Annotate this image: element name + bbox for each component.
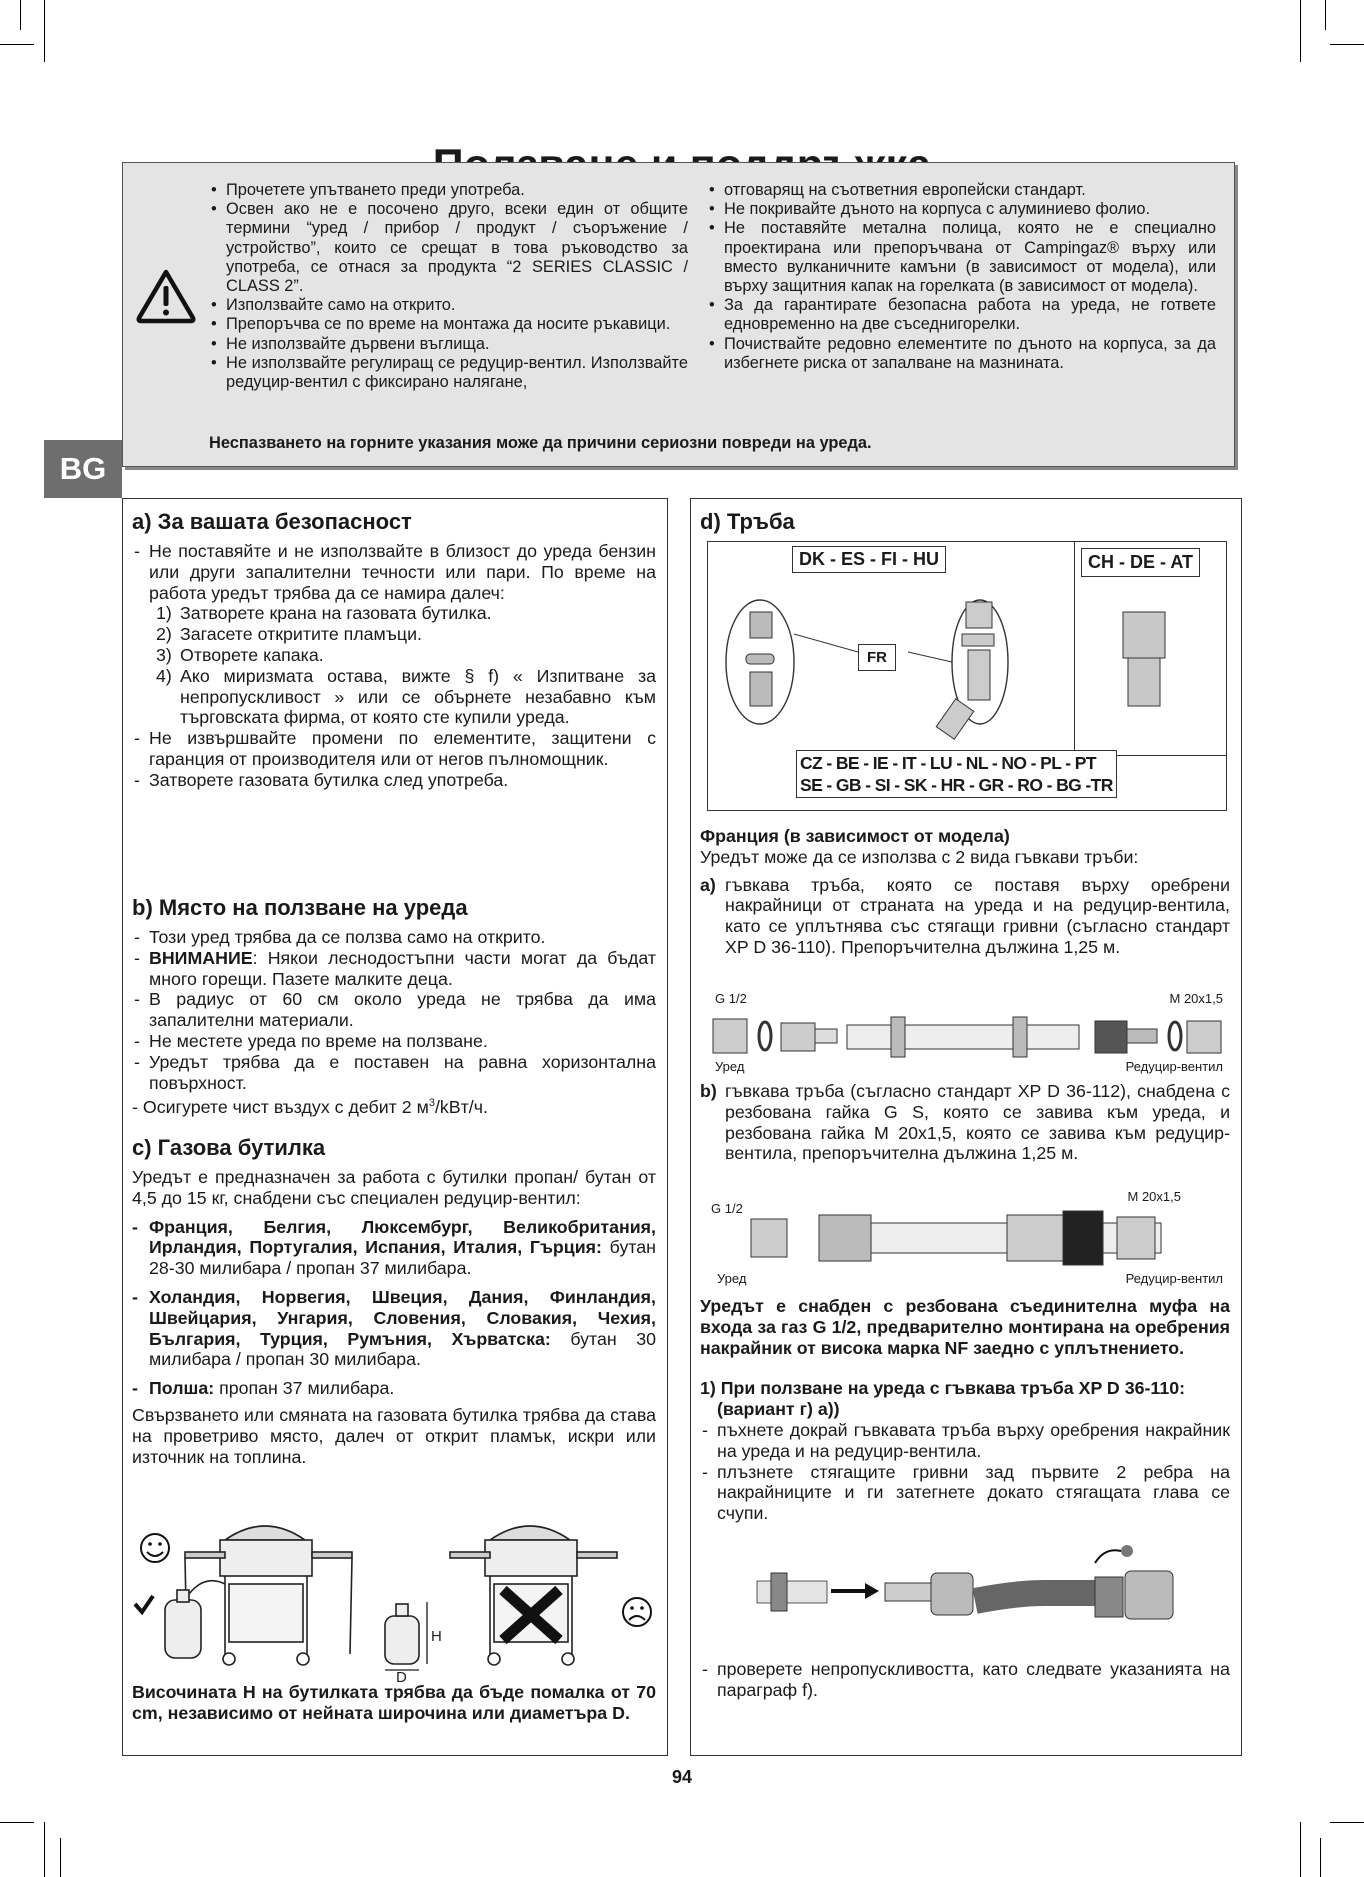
gas-pressure: бутан 28-30 милибара / пропан 37 милибара. — [149, 1237, 656, 1279]
country-list: Полша: — [149, 1378, 215, 1399]
dash-marker: - — [132, 1378, 138, 1399]
crop-mark — [44, 1822, 45, 1877]
smiley-icon — [141, 1534, 169, 1562]
warning-footer: Неспазването на горните указания може да причини сериозни повреди на уреда. — [209, 434, 872, 452]
crop-mark — [1330, 44, 1364, 45]
g12-label: G 1/2 — [715, 991, 747, 1006]
hose-connector-sketch — [708, 542, 1228, 752]
option-b-letter: b) — [700, 1081, 717, 1101]
page-number: 94 — [671, 1767, 693, 1787]
height-label: H — [431, 1628, 442, 1645]
warning-column-1 — [208, 181, 688, 392]
label-fr: FR — [858, 644, 896, 671]
gas-bottle-dimension — [385, 1602, 427, 1670]
height-note-text: Височината H на бутилката трябва да бъде помалка от 70 cm, независимо от нейната широчина или диаметъра D. — [132, 1682, 656, 1723]
language-tab: BG — [44, 440, 122, 498]
list-item: - Този уред трябва да се ползва само на открито. — [132, 927, 656, 948]
right-panel — [690, 498, 1242, 1756]
step-text: Отворете капака. — [180, 644, 324, 665]
coupling-note: Уредът е снабден с резбована съединителна муфа на входа за газ G 1/2, предварително монтирана на оребрения накрайник от висока марка NF заедно с уплътнението. — [700, 1296, 1230, 1358]
list-item: - Не извършвайте промени по елементите, защитени с гаранция от производителя или от негов пълномощник. — [132, 728, 656, 770]
country-group — [132, 1217, 656, 1279]
crop-mark — [1320, 1838, 1321, 1877]
country-list: Холандия, Норвегия, Швеция, Дания, Финландия, Швейцария, Унгария, Словения, Словакия, Чехия, България, Турция, Румъния, Хърватска: — [149, 1286, 656, 1349]
numbered-step — [132, 645, 656, 666]
reducer-label: Редуцир-вентил — [1125, 1059, 1223, 1074]
country-list: Франция, Белгия, Люксембург, Великобритания, Ирландия, Португалия, Испания, Италия, Гърция: — [149, 1216, 656, 1258]
diameter-label: D — [396, 1669, 407, 1686]
step-text: Затворете крана на газовата бутилка. — [180, 603, 492, 624]
crop-mark — [1325, 0, 1326, 30]
crop-mark — [60, 1838, 61, 1877]
list-item — [132, 948, 656, 990]
sad-face-icon — [623, 1598, 651, 1626]
numbered-step — [132, 624, 656, 645]
checkmark-icon — [135, 1596, 153, 1612]
g12-label: G 1/2 — [711, 1201, 743, 1216]
warning-item: • За да гарантирате безопасна работа на уреда, не гответе едновременно на две съседнигорелки. — [706, 296, 1216, 334]
numbered-step — [132, 666, 656, 728]
hose-clamp-illustration — [745, 1541, 1185, 1645]
option-b — [700, 1081, 1230, 1164]
crop-mark — [0, 44, 34, 45]
label-cz-group — [796, 750, 1117, 798]
warning-item: • Не използвайте дървени въглища. — [208, 335, 688, 354]
crop-mark — [20, 0, 21, 30]
warning-item: • Не поставяйте метална полица, която не е специално проектирана или препоръчвана от Campingaz® върху или вместо вулканичните камъни (в зависимост от модела), или върху защитния капак на горелката (в зависимост от модела). — [706, 219, 1216, 296]
label-cz-line-1: CZ - BE - IE - IT - LU - NL - NO - PL - PT — [800, 753, 1096, 773]
list-item-text: : Някои леснодостъпни части могат да бъдат много горещи. Пазете малките деца. — [149, 947, 656, 989]
gas-pressure: пропан 37 милибара. — [214, 1378, 395, 1399]
option-a-letter: a) — [700, 874, 716, 895]
list-item-text: - Осигурете чист въздух с дебит 2 м — [132, 1097, 429, 1118]
dash-marker: - — [132, 1286, 138, 1307]
m20-label: M 20x1,5 — [1169, 991, 1223, 1006]
step-text: Ако миризмата остава, вижте § f) « Изпитване за непропускливост » или се обърнете незабавно към търговската фирма, от която сте купили уреда. — [180, 665, 656, 728]
warning-item: • Не използвайте регулиращ се редуцир-вентил. Използвайте редуцир-вентил с фиксирано налягане, — [208, 354, 688, 392]
coupling-section — [700, 1296, 1230, 1524]
warning-item: • отговарящ на съответния европейски стандарт. — [706, 181, 1216, 200]
france-heading: Франция (в зависимост от модела) — [700, 826, 1010, 846]
option-b-text: гъвкава тръба (съгласно стандарт XP D 36-112), снабдена с резбована гайка G S, която се завива към уреда, и резбована гайка M 20x1,5, която се завива към редуцир-вентила, препоръчителна дължина 1,25 м. — [725, 1081, 1230, 1164]
list-item: - плъзнете стягащите гривни зад първите 2 ребра на накрайниците и ги затегнете докато стягащата глава се счупи. — [700, 1462, 1230, 1524]
crop-mark — [1300, 1822, 1301, 1877]
m20-label: M 20x1,5 — [1127, 1189, 1181, 1204]
warning-column-2 — [706, 181, 1216, 373]
section-c-heading: c) Газова бутилка — [132, 1135, 326, 1160]
warning-item: • Почиствайте редовно елементите по дъното на корпуса, за да избегнете риска от запалване на мазнината. — [706, 335, 1216, 373]
left-panel — [122, 498, 668, 1756]
gas-bottle-placement-illustration — [125, 1504, 665, 1686]
step-text: Загасете откритите пламъци. — [180, 624, 422, 645]
list-item: - Не местете уреда по време на ползване. — [132, 1031, 656, 1052]
warning-item: • Не покривайте дъното на корпуса с алуминиево фолио. — [706, 200, 1216, 219]
list-item: - проверете непропускливостта, като следвате указанията на параграф f). — [700, 1659, 1230, 1701]
connect-note: Свързването или смяната на газовата бутилка трябва да става на проветриво място, далеч от открит пламък, искри или източник на топлина. — [132, 1404, 656, 1467]
list-item: - Затворете газовата бутилка след употреба. — [132, 770, 656, 791]
bbq-grill-correct — [185, 1526, 352, 1665]
section-b-heading: b) Място на ползване на уреда — [132, 895, 468, 920]
appliance-label: Уред — [715, 1059, 745, 1074]
step-number: 2) — [156, 624, 172, 645]
country-group — [132, 1287, 656, 1370]
gas-pressure: бутан 30 милибара / пропан 30 милибара. — [149, 1328, 656, 1370]
step-number: 1) — [156, 603, 172, 624]
list-item — [132, 1093, 656, 1118]
crop-mark — [1330, 1822, 1364, 1823]
numbered-step — [132, 603, 656, 624]
section-d — [700, 509, 1230, 535]
dash-marker: - — [132, 1216, 138, 1237]
section-c-intro: Уредът е предназначен за работа с бутилки пропан/ бутан от 4,5 до 15 кг, снабдени със специален редуцир-вентил: — [132, 1167, 656, 1208]
france-text: Уредът може да се използва с 2 вида гъвкави тръби: — [700, 846, 1139, 867]
bbq-grill-incorrect — [450, 1526, 617, 1665]
step-1-title: 1) При ползване на уреда с гъвкава тръба XP D 36-110: (вариант г) a)) — [700, 1378, 1186, 1420]
list-item: - пъхнете докрай гъвкавата тръба върху оребрения накрайник на уреда и на редуцир-вентила. — [700, 1420, 1230, 1462]
final-step — [700, 1659, 1230, 1701]
hose-b-parts — [707, 1203, 1227, 1273]
bottle-height-note — [132, 1682, 656, 1724]
warning-item: • Освен ако не е посочено друго, всеки един от общите термини “уред / прибор / продукт / съоръжение / устройство”, които се срещат в това ръководство за употреба, се отнася за продукта “2 SERIES CLASSIC / CLASS 2”. — [208, 200, 688, 296]
hose-b-diagram — [707, 1189, 1227, 1285]
warning-item: • Прочетете упътването преди употреба. — [208, 181, 688, 200]
section-b — [132, 895, 656, 1118]
reducer-label: Редуцир-вентил — [1125, 1271, 1223, 1286]
hose-a-diagram — [707, 991, 1227, 1075]
hose-a-parts — [707, 1005, 1227, 1065]
country-group — [132, 1378, 656, 1399]
crop-mark — [0, 1822, 34, 1823]
warning-word: ВНИМАНИЕ — [149, 947, 253, 968]
section-c — [132, 1135, 656, 1467]
section-d-heading: d) Тръба — [700, 509, 795, 534]
list-item-text: /kBт/ч. — [434, 1097, 488, 1118]
option-a-text: гъвкава тръба, която се поставя върху оребрени накрайници от страната на уреда и на редуцир-вентила, като се уплътнява със стягащи гривни (съгласно стандарт XP D 36-110). Препоръчителна дължина 1,25 м. — [725, 874, 1230, 957]
crop-mark — [44, 0, 45, 62]
warning-triangle-icon — [135, 268, 197, 324]
list-item: - В радиус от 60 см около уреда не трябва да има запалителни материали. — [132, 989, 656, 1031]
list-item: - Уредът трябва да е поставен на равна хоризонтална повърхност. — [132, 1052, 656, 1094]
option-b-section — [700, 1081, 1230, 1164]
section-a-intro: - Не поставяйте и не използвайте в близост до уреда бензин или други запалителни течности или пари. По време на работа уредът трябва да се намира далеч: — [132, 541, 656, 603]
warning-box — [122, 162, 1235, 467]
gas-bottle — [165, 1581, 225, 1658]
section-a — [132, 509, 656, 791]
appliance-label: Уред — [717, 1271, 747, 1286]
country-connector-diagram — [707, 541, 1227, 811]
label-dk-es-fi-hu: DK - ES - FI - HU — [792, 546, 946, 573]
step-number: 4) — [156, 665, 172, 686]
warning-item: • Използвайте само на открито. — [208, 296, 688, 315]
france-section — [700, 826, 1230, 958]
label-cz-line-2: SE - GB - SI - SK - HR - GR - RO - BG -TR — [800, 775, 1113, 795]
crop-mark — [1300, 0, 1301, 62]
superscript: 3 — [428, 1097, 435, 1110]
section-a-heading: a) За вашата безопасност — [132, 509, 412, 534]
label-ch-de-at: CH - DE - AT — [1081, 548, 1200, 577]
warning-item: • Препоръчва се по време на монтажа да носите ръкавици. — [208, 315, 688, 334]
option-a — [700, 875, 1230, 958]
step-number: 3) — [156, 644, 172, 665]
